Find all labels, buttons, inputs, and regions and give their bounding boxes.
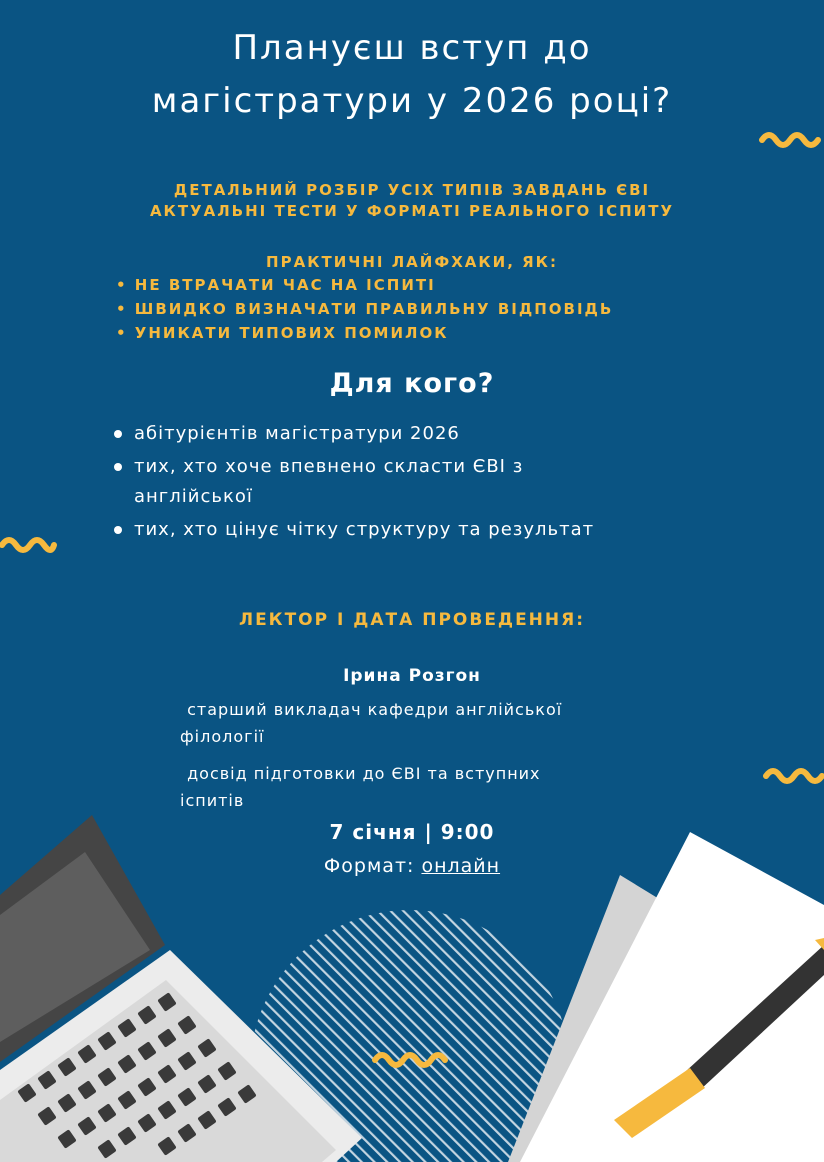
- lifehacks-heading: ПРАКТИЧНІ ЛАЙФХАКИ, ЯК:: [266, 253, 558, 271]
- wave-squiggle-icon: [766, 771, 822, 781]
- audience-item-line-2: англійської: [134, 486, 253, 507]
- format-link[interactable]: онлайн: [421, 855, 501, 877]
- format-label: Формат:: [323, 855, 422, 877]
- audience-item: [112, 452, 594, 512]
- event-format: [0, 855, 824, 877]
- lector-heading: ЛЕКТОР І ДАТА ПРОВЕДЕННЯ:: [238, 610, 586, 630]
- audience-heading: Для кого?: [329, 368, 495, 399]
- page-title: [0, 22, 824, 128]
- lector-name: Ірина Розгон: [343, 666, 481, 686]
- lector-desc-line: іспитів: [180, 791, 245, 810]
- lector-desc-line: старший викладач кафедри англійської: [181, 700, 563, 719]
- lifehack-item: • УНИКАТИ ТИПОВИХ ПОМИЛОК: [116, 324, 449, 342]
- lector-desc-line: філології: [180, 727, 265, 746]
- event-date: 7 січня | 9:00: [329, 820, 495, 844]
- lector-desc-line: досвід підготовки до ЄВІ та вступних: [181, 764, 541, 783]
- wave-squiggle-icon: [762, 135, 818, 145]
- highlight-line-2: АКТУАЛЬНІ ТЕСТИ У ФОРМАТІ РЕАЛЬНОГО ІСПИТУ: [149, 202, 675, 220]
- highlight-line-1: ДЕТАЛЬНИЙ РОЗБІР УСІХ ТИПІВ ЗАВДАНЬ ЄВІ: [173, 181, 651, 199]
- audience-item-line-1: тих, хто хоче впевнено скласти ЄВІ з: [134, 456, 524, 477]
- lifehack-item: • ШВИДКО ВИЗНАЧАТИ ПРАВИЛЬНУ ВІДПОВІДЬ: [116, 300, 614, 318]
- lifehack-item: • НЕ ВТРАЧАТИ ЧАС НА ІСПИТІ: [116, 276, 436, 294]
- wave-squiggle-icon: [2, 540, 54, 550]
- title-line-1: Плануєш вступ до: [232, 28, 592, 68]
- audience-list: [112, 419, 594, 548]
- audience-item: абітурієнтів магістратури 2026: [112, 419, 594, 449]
- title-line-2: магістратури у 2026 році?: [151, 81, 673, 121]
- audience-item: тих, хто цінує чітку структуру та результат: [112, 515, 594, 545]
